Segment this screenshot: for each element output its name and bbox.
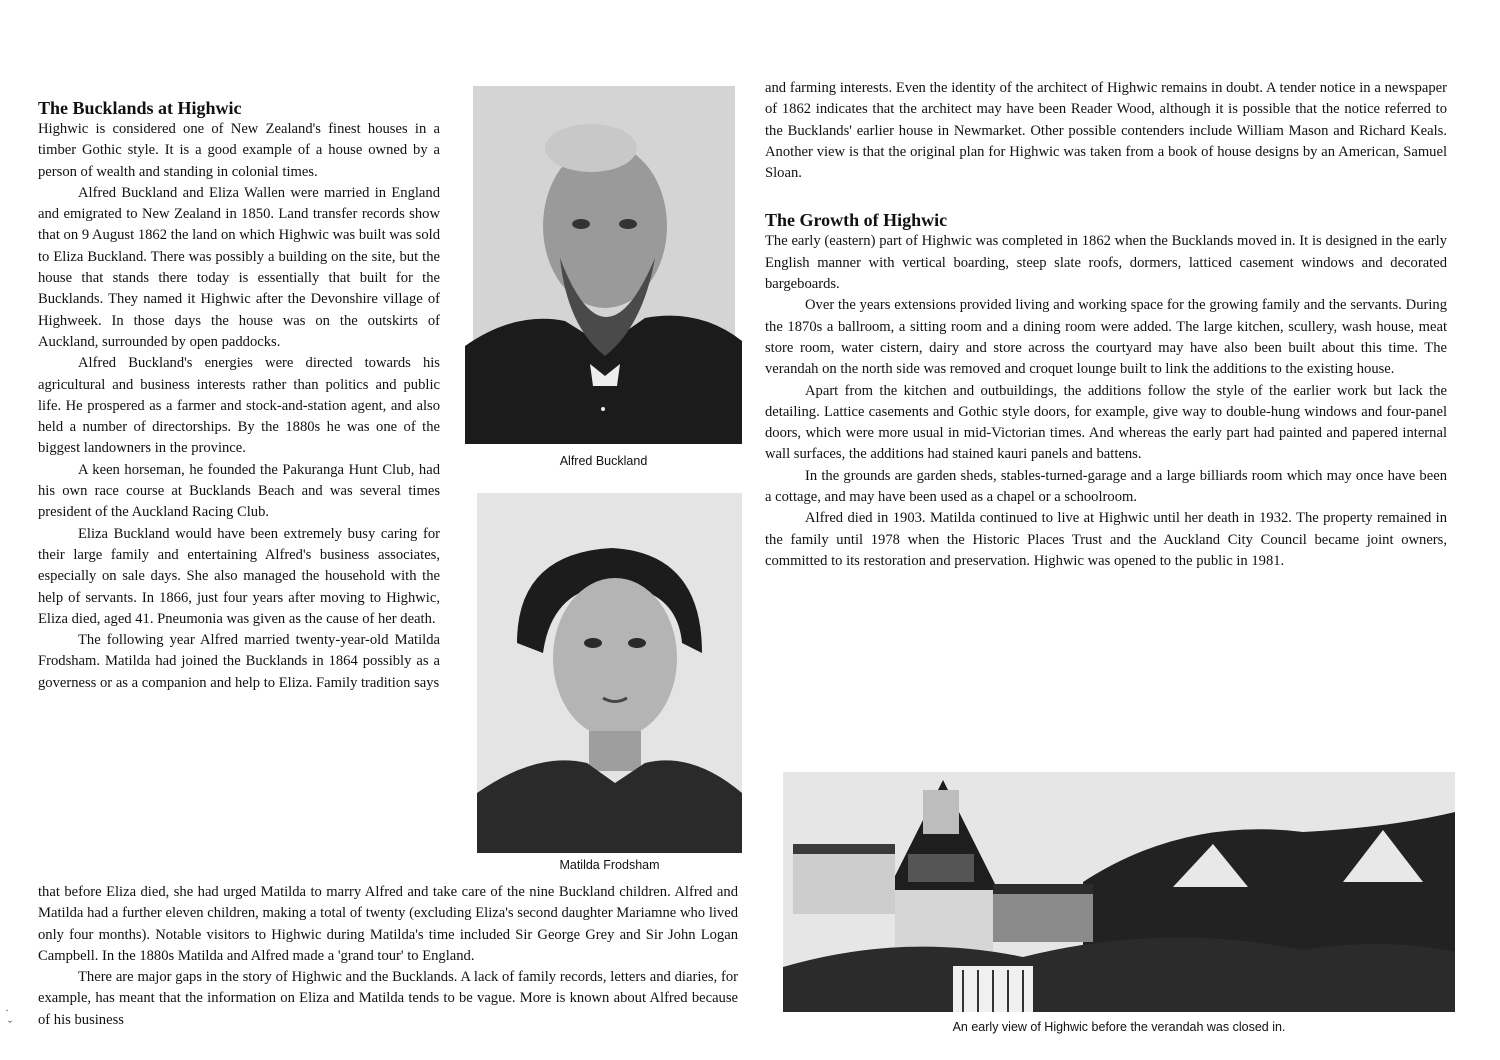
- paragraph: The following year Alfred married twenty-year-old Matilda Frodsham. Matilda had joined the Bucklands in 1864 possibly as a governess or as a companion and help to Eliza. Family tradition says: [38, 632, 440, 691]
- caption-alfred: Alfred Buckland: [559, 454, 648, 468]
- paragraph: Eliza Buckland would have been extremely busy caring for their large family and entertaining Alfred's business associates, especially on sale days. She also managed the household with the help of servants. In 1866, just four years after moving to Highwic, Eliza died, aged 41. Pneumonia was given as the cause of her death.: [38, 525, 440, 627]
- paragraph: that before Eliza died, she had urged Matilda to marry Alfred and take care of the nine Buckland children. Alfred and Matilda had a further eleven children, making a total of twenty (excluding Eliza's second daughter Mariamne who lived only four months). Notable visitors to Highwic during Matilda's time included Sir George Grey and Sir John Logan Campbell. In the 1880s Matilda and Alfred made a 'grand tour' to England.: [38, 884, 738, 964]
- paragraph: The early (eastern) part of Highwic was completed in 1862 when the Bucklands moved in. It is designed in the early English manner with vertical boarding, steep slate roofs, dormers, latticed casement windows and decorated bargeboards.: [765, 233, 1447, 293]
- photo-early-highwic: [783, 772, 1455, 1012]
- paragraph: A keen horseman, he founded the Pakuranga Hunt Club, had his own race course at Bucklands Beach and was several times president of the Auckland Racing Club.: [38, 461, 440, 521]
- scan-artifact: ˇ: [8, 1018, 12, 1032]
- paragraph: Alfred died in 1903. Matilda continued to live at Highwic until her death in 1932. The property remained in the family until 1978 when the Historic Places Trust and the Auckland City Council became joint owners, committed to its restoration and preservation. Highwic was opened to the public in 1981.: [765, 510, 1447, 569]
- right-column: [765, 78, 1447, 572]
- left-continued: [38, 882, 738, 1031]
- caption-matilda: Matilda Frodsham: [559, 858, 660, 872]
- caption-house: An early view of Highwic before the verandah was closed in.: [952, 1020, 1286, 1034]
- paragraph: Over the years extensions provided living and working space for the growing family and the servants. During the 1870s a ballroom, a sitting room and a dining room were added. The large kitchen, scullery, wash house, meat store room, water cistern, dairy and store across the courtyard may have also been built about this time. The verandah on the north side was removed and croquet lounge built to link the additions to the existing house.: [765, 297, 1447, 378]
- paragraph: In the grounds are garden sheds, stables-turned-garage and a large billiards room which may once have been a cottage, and may have been used as a chapel or a schoolroom.: [765, 467, 1447, 506]
- paragraph: Apart from the kitchen and outbuildings, the additions follow the style of the earlier work but lack the detailing. Lattice casements and Gothic style doors, for example, give way to double-hung windows and four-panel doors, which were more usual in mid-Victorian times. And whereas the early part had painted and papered internal wall surfaces, the additions had stained kauri panels and battens.: [765, 382, 1447, 463]
- paragraph: Alfred Buckland's energies were directed towards his agricultural and business interests rather than politics and public life. He prospered as a farmer and stock-and-station agent, and also held a number of directorships. By the 1880s he was one of the biggest landowners in the province.: [38, 355, 440, 457]
- section-title-bucklands: The Bucklands at Highwic: [38, 98, 242, 118]
- paragraph: and farming interests. Even the identity of the architect of Highwic remains in doubt. A tender notice in a newspaper of 1862 indicates that the architect may have been Reader Wood, although it is possible that the notice referred to the Bucklands' earlier house in Newmarket. Other possible contenders include William Mason and Richard Keals. Another view is that the original plan for Highwic was taken from a book of house designs by an American, Samuel Sloan.: [765, 80, 1447, 182]
- paragraph: Alfred Buckland and Eliza Wallen were married in England and emigrated to New Zealand in 1850. Land transfer records show that on 9 August 1862 the land on which Highwic was built was sold to Eliza Buckland. There was possibly a building on the site, but the house that stands there today is essentially that built for the Bucklands. They named it Highwic after the Devonshire village of Highweek. In those days the house was on the outskirts of Auckland, surrounded by open paddocks.: [38, 184, 440, 350]
- scan-artifact: ·: [5, 1003, 9, 1017]
- portrait-alfred-buckland: [465, 86, 742, 444]
- paragraph: Highwic is considered one of New Zealand's finest houses in a timber Gothic style. It is a good example of a house owned by a person of wealth and standing in colonial times.: [38, 121, 440, 180]
- portrait-matilda-frodsham: [477, 493, 742, 853]
- paragraph: There are major gaps in the story of Highwic and the Bucklands. A lack of family records, letters and diaries, for example, has meant that the information on Eliza and Matilda tends to be vague. More is known about Alfred because of his business: [38, 969, 738, 1028]
- section-title-growth: The Growth of Highwic: [765, 210, 948, 231]
- left-intro: [38, 97, 440, 694]
